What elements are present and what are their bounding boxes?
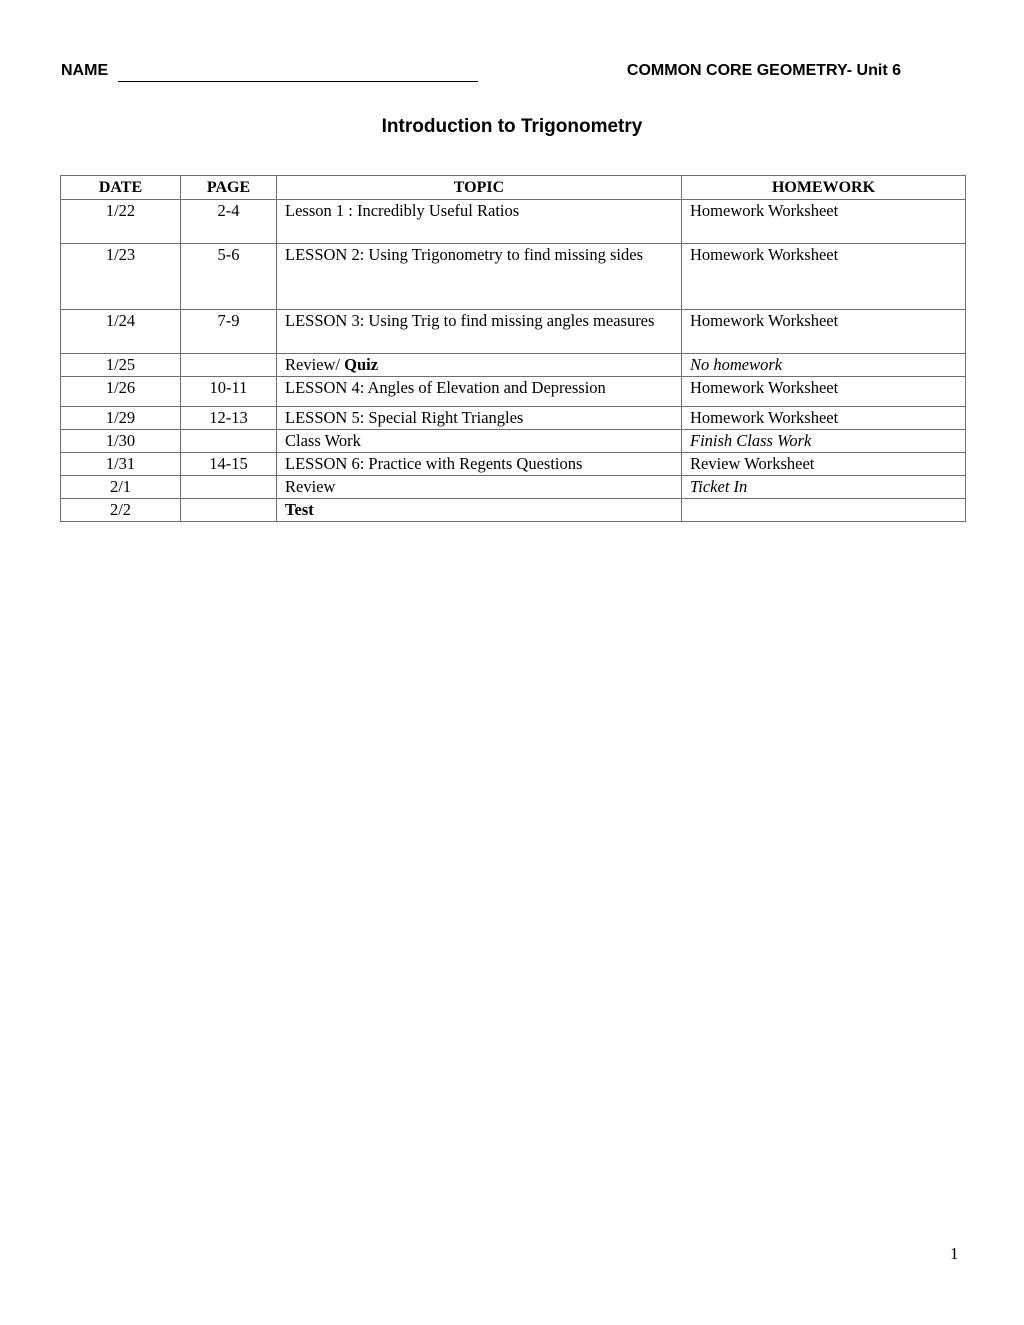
topic-text: LESSON 3: Using Trig to find missing angles measures: [285, 311, 655, 330]
column-header-topic: TOPIC: [277, 176, 682, 200]
table-row: [61, 453, 966, 476]
date-cell: 1/26: [61, 377, 181, 407]
page-cell: [181, 430, 277, 453]
topic-text: Class Work: [285, 431, 361, 450]
column-header-date: DATE: [61, 176, 181, 200]
topic-cell: [277, 354, 682, 377]
topic-cell: [277, 407, 682, 430]
topic-cell: [277, 453, 682, 476]
topic-cell: [277, 499, 682, 522]
table-row: [61, 244, 966, 310]
table-header-row: [61, 176, 966, 200]
table-row: [61, 377, 966, 407]
homework-cell: [682, 499, 966, 522]
topic-bold-text: Test: [285, 500, 314, 519]
header-line: [61, 62, 901, 86]
homework-cell: No homework: [682, 354, 966, 377]
topic-cell: [277, 476, 682, 499]
table-row: [61, 407, 966, 430]
table-row: [61, 354, 966, 377]
date-cell: 2/2: [61, 499, 181, 522]
topic-text: LESSON 6: Practice with Regents Questions: [285, 454, 583, 473]
table-row: [61, 499, 966, 522]
homework-cell: Homework Worksheet: [682, 200, 966, 244]
page-cell: [181, 476, 277, 499]
page-cell: 2-4: [181, 200, 277, 244]
date-cell: 1/23: [61, 244, 181, 310]
date-cell: 1/25: [61, 354, 181, 377]
homework-cell: Finish Class Work: [682, 430, 966, 453]
date-cell: 1/29: [61, 407, 181, 430]
homework-cell: Homework Worksheet: [682, 407, 966, 430]
topic-text: LESSON 5: Special Right Triangles: [285, 408, 524, 427]
topic-text: Review: [285, 477, 336, 496]
table-row: [61, 476, 966, 499]
schedule-table: [60, 175, 966, 522]
table-row: [61, 200, 966, 244]
name-blank-line: [118, 81, 478, 82]
homework-cell: Homework Worksheet: [682, 310, 966, 354]
page-number: 1: [950, 1244, 959, 1263]
page-cell: 5-6: [181, 244, 277, 310]
homework-cell: Ticket In: [682, 476, 966, 499]
topic-cell: [277, 310, 682, 354]
date-cell: 1/22: [61, 200, 181, 244]
topic-text: Review/: [285, 355, 345, 374]
topic-cell: [277, 244, 682, 310]
topic-cell: [277, 377, 682, 407]
page-cell: 10-11: [181, 377, 277, 407]
topic-text: LESSON 4: Angles of Elevation and Depression: [285, 378, 606, 397]
page-cell: [181, 354, 277, 377]
page-cell: 14-15: [181, 453, 277, 476]
column-header-homework: HOMEWORK: [682, 176, 966, 200]
homework-cell: Homework Worksheet: [682, 244, 966, 310]
topic-bold-text: Quiz: [344, 355, 379, 374]
topic-text: Lesson 1 : Incredibly Useful Ratios: [285, 201, 520, 220]
topic-text: LESSON 2: Using Trigonometry to find missing sides: [285, 245, 643, 264]
column-header-page: PAGE: [181, 176, 277, 200]
topic-cell: [277, 430, 682, 453]
table-row: [61, 430, 966, 453]
name-label: NAME: [61, 62, 109, 79]
date-cell: 1/30: [61, 430, 181, 453]
course-title: COMMON CORE GEOMETRY- Unit 6: [626, 62, 901, 79]
homework-cell: Homework Worksheet: [682, 377, 966, 407]
page-cell: 7-9: [181, 310, 277, 354]
page-title: Introduction to Trigonometry: [381, 116, 643, 137]
table-row: [61, 310, 966, 354]
date-cell: 2/1: [61, 476, 181, 499]
page-cell: [181, 499, 277, 522]
date-cell: 1/24: [61, 310, 181, 354]
homework-cell: Review Worksheet: [682, 453, 966, 476]
page-cell: 12-13: [181, 407, 277, 430]
date-cell: 1/31: [61, 453, 181, 476]
topic-cell: [277, 200, 682, 244]
